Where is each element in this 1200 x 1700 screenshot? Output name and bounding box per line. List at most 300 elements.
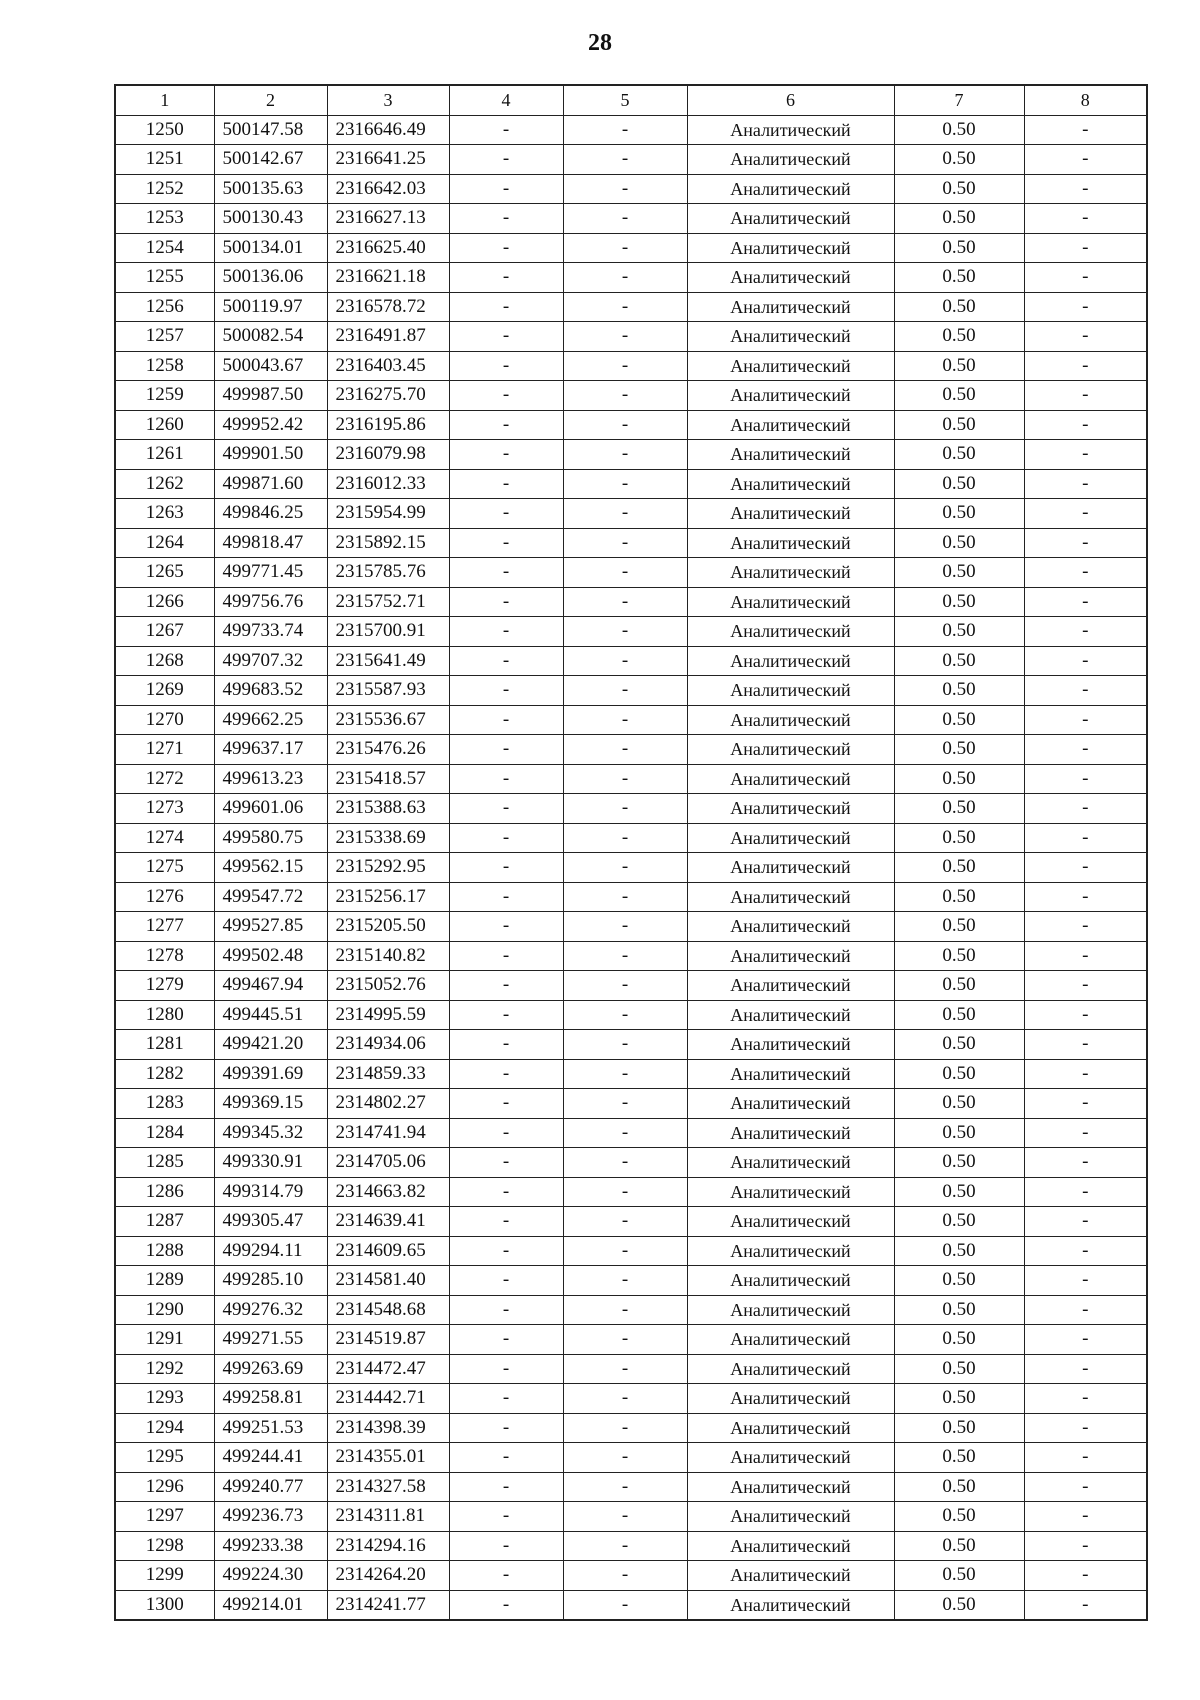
cell-coord-x: 500136.06	[214, 263, 327, 293]
cell-point-number: 1278	[115, 941, 214, 971]
cell-col-5: -	[563, 646, 687, 676]
cell-col-4: -	[449, 1531, 563, 1561]
cell-coord-y: 2314934.06	[327, 1030, 449, 1060]
table-row	[115, 145, 1147, 175]
cell-coord-y: 2316012.33	[327, 469, 449, 499]
cell-col-8: -	[1024, 351, 1147, 381]
table-row	[115, 528, 1147, 558]
cell-point-number: 1250	[115, 115, 214, 145]
cell-coord-y: 2316627.13	[327, 204, 449, 234]
cell-coord-y: 2314241.77	[327, 1590, 449, 1620]
cell-point-number: 1261	[115, 440, 214, 470]
cell-coord-x: 499251.53	[214, 1413, 327, 1443]
cell-precision: 0.50	[894, 1531, 1024, 1561]
cell-point-number: 1299	[115, 1561, 214, 1591]
cell-method: Аналитический	[687, 853, 894, 883]
cell-point-number: 1255	[115, 263, 214, 293]
cell-point-number: 1292	[115, 1354, 214, 1384]
cell-col-4: -	[449, 705, 563, 735]
table-row	[115, 1207, 1147, 1237]
cell-precision: 0.50	[894, 1148, 1024, 1178]
cell-method: Аналитический	[687, 1030, 894, 1060]
cell-col-4: -	[449, 823, 563, 853]
cell-col-4: -	[449, 499, 563, 529]
cell-precision: 0.50	[894, 676, 1024, 706]
cell-precision: 0.50	[894, 322, 1024, 352]
cell-point-number: 1283	[115, 1089, 214, 1119]
cell-precision: 0.50	[894, 440, 1024, 470]
cell-col-4: -	[449, 853, 563, 883]
cell-col-5: -	[563, 823, 687, 853]
table-row	[115, 1531, 1147, 1561]
cell-col-8: -	[1024, 1030, 1147, 1060]
cell-col-8: -	[1024, 410, 1147, 440]
cell-method: Аналитический	[687, 971, 894, 1001]
cell-coord-x: 499294.11	[214, 1236, 327, 1266]
cell-coord-x: 499224.30	[214, 1561, 327, 1591]
cell-coord-x: 499345.32	[214, 1118, 327, 1148]
cell-precision: 0.50	[894, 1030, 1024, 1060]
cell-col-8: -	[1024, 499, 1147, 529]
cell-col-5: -	[563, 1561, 687, 1591]
cell-col-5: -	[563, 1236, 687, 1266]
cell-col-5: -	[563, 410, 687, 440]
cell-precision: 0.50	[894, 1266, 1024, 1296]
cell-col-8: -	[1024, 1236, 1147, 1266]
cell-point-number: 1254	[115, 233, 214, 263]
cell-method: Аналитический	[687, 912, 894, 942]
cell-coord-y: 2314327.58	[327, 1472, 449, 1502]
cell-coord-x: 499244.41	[214, 1443, 327, 1473]
cell-coord-x: 499305.47	[214, 1207, 327, 1237]
cell-col-8: -	[1024, 1207, 1147, 1237]
cell-coord-x: 499580.75	[214, 823, 327, 853]
table-row	[115, 1443, 1147, 1473]
cell-col-4: -	[449, 440, 563, 470]
cell-method: Аналитический	[687, 676, 894, 706]
cell-col-4: -	[449, 1236, 563, 1266]
cell-col-5: -	[563, 1000, 687, 1030]
cell-coord-y: 2314355.01	[327, 1443, 449, 1473]
table-row	[115, 912, 1147, 942]
cell-point-number: 1264	[115, 528, 214, 558]
cell-coord-y: 2316195.86	[327, 410, 449, 440]
cell-col-5: -	[563, 381, 687, 411]
cell-method: Аналитический	[687, 764, 894, 794]
cell-method: Аналитический	[687, 882, 894, 912]
cell-col-8: -	[1024, 115, 1147, 145]
cell-col-8: -	[1024, 204, 1147, 234]
table-row	[115, 1413, 1147, 1443]
table-row	[115, 233, 1147, 263]
cell-point-number: 1275	[115, 853, 214, 883]
table-row	[115, 735, 1147, 765]
cell-coord-y: 2315700.91	[327, 617, 449, 647]
table-row	[115, 558, 1147, 588]
cell-col-5: -	[563, 1295, 687, 1325]
cell-method: Аналитический	[687, 1266, 894, 1296]
cell-col-4: -	[449, 558, 563, 588]
cell-method: Аналитический	[687, 528, 894, 558]
cell-precision: 0.50	[894, 292, 1024, 322]
cell-col-5: -	[563, 941, 687, 971]
cell-col-5: -	[563, 1148, 687, 1178]
cell-coord-x: 500082.54	[214, 322, 327, 352]
cell-col-5: -	[563, 1502, 687, 1532]
cell-col-8: -	[1024, 912, 1147, 942]
column-header-8: 8	[1024, 85, 1147, 115]
cell-col-4: -	[449, 381, 563, 411]
cell-method: Аналитический	[687, 440, 894, 470]
table-header-row	[115, 85, 1147, 115]
cell-col-5: -	[563, 528, 687, 558]
cell-point-number: 1268	[115, 646, 214, 676]
cell-col-8: -	[1024, 1000, 1147, 1030]
cell-col-8: -	[1024, 1089, 1147, 1119]
cell-precision: 0.50	[894, 1059, 1024, 1089]
cell-precision: 0.50	[894, 1472, 1024, 1502]
cell-coord-y: 2316275.70	[327, 381, 449, 411]
cell-coord-x: 499236.73	[214, 1502, 327, 1532]
cell-col-5: -	[563, 912, 687, 942]
table-row	[115, 853, 1147, 883]
cell-col-8: -	[1024, 1148, 1147, 1178]
cell-coord-x: 499601.06	[214, 794, 327, 824]
cell-col-5: -	[563, 882, 687, 912]
cell-method: Аналитический	[687, 1325, 894, 1355]
table-row	[115, 1590, 1147, 1620]
cell-precision: 0.50	[894, 174, 1024, 204]
cell-col-8: -	[1024, 1118, 1147, 1148]
cell-col-5: -	[563, 971, 687, 1001]
cell-method: Аналитический	[687, 1207, 894, 1237]
cell-method: Аналитический	[687, 263, 894, 293]
cell-col-4: -	[449, 1295, 563, 1325]
cell-precision: 0.50	[894, 1384, 1024, 1414]
cell-col-8: -	[1024, 1502, 1147, 1532]
cell-col-8: -	[1024, 1472, 1147, 1502]
cell-precision: 0.50	[894, 558, 1024, 588]
cell-coord-y: 2316403.45	[327, 351, 449, 381]
cell-col-8: -	[1024, 1325, 1147, 1355]
cell-coord-y: 2314264.20	[327, 1561, 449, 1591]
cell-coord-y: 2314859.33	[327, 1059, 449, 1089]
cell-coord-y: 2314802.27	[327, 1089, 449, 1119]
table-row	[115, 499, 1147, 529]
cell-col-8: -	[1024, 764, 1147, 794]
cell-col-8: -	[1024, 853, 1147, 883]
cell-col-5: -	[563, 1384, 687, 1414]
cell-point-number: 1286	[115, 1177, 214, 1207]
cell-col-4: -	[449, 971, 563, 1001]
cell-method: Аналитический	[687, 646, 894, 676]
cell-col-4: -	[449, 676, 563, 706]
cell-col-4: -	[449, 528, 563, 558]
cell-coord-y: 2315752.71	[327, 587, 449, 617]
table-row	[115, 941, 1147, 971]
cell-precision: 0.50	[894, 351, 1024, 381]
cell-point-number: 1290	[115, 1295, 214, 1325]
cell-point-number: 1300	[115, 1590, 214, 1620]
table-row	[115, 469, 1147, 499]
table-row	[115, 351, 1147, 381]
cell-coord-x: 499662.25	[214, 705, 327, 735]
cell-method: Аналитический	[687, 794, 894, 824]
cell-precision: 0.50	[894, 646, 1024, 676]
cell-coord-y: 2315388.63	[327, 794, 449, 824]
cell-point-number: 1253	[115, 204, 214, 234]
cell-point-number: 1267	[115, 617, 214, 647]
table-row	[115, 646, 1147, 676]
cell-col-5: -	[563, 1030, 687, 1060]
cell-col-4: -	[449, 351, 563, 381]
cell-coord-x: 499547.72	[214, 882, 327, 912]
cell-precision: 0.50	[894, 204, 1024, 234]
cell-point-number: 1260	[115, 410, 214, 440]
cell-precision: 0.50	[894, 1325, 1024, 1355]
cell-col-5: -	[563, 1472, 687, 1502]
cell-col-4: -	[449, 1561, 563, 1591]
table-row	[115, 322, 1147, 352]
cell-col-8: -	[1024, 1266, 1147, 1296]
cell-col-5: -	[563, 1266, 687, 1296]
cell-coord-y: 2315205.50	[327, 912, 449, 942]
cell-col-5: -	[563, 1325, 687, 1355]
table-row	[115, 882, 1147, 912]
cell-precision: 0.50	[894, 469, 1024, 499]
cell-coord-x: 499771.45	[214, 558, 327, 588]
cell-col-8: -	[1024, 1413, 1147, 1443]
cell-precision: 0.50	[894, 853, 1024, 883]
cell-coord-y: 2316642.03	[327, 174, 449, 204]
cell-col-8: -	[1024, 646, 1147, 676]
cell-method: Аналитический	[687, 322, 894, 352]
cell-col-8: -	[1024, 676, 1147, 706]
cell-method: Аналитический	[687, 1000, 894, 1030]
cell-col-8: -	[1024, 735, 1147, 765]
cell-point-number: 1263	[115, 499, 214, 529]
cell-point-number: 1297	[115, 1502, 214, 1532]
cell-point-number: 1293	[115, 1384, 214, 1414]
cell-point-number: 1289	[115, 1266, 214, 1296]
cell-col-4: -	[449, 1325, 563, 1355]
cell-col-4: -	[449, 322, 563, 352]
cell-precision: 0.50	[894, 410, 1024, 440]
cell-method: Аналитический	[687, 204, 894, 234]
cell-point-number: 1269	[115, 676, 214, 706]
table-row	[115, 440, 1147, 470]
cell-method: Аналитический	[687, 941, 894, 971]
column-header-4: 4	[449, 85, 563, 115]
cell-col-8: -	[1024, 440, 1147, 470]
cell-col-8: -	[1024, 1443, 1147, 1473]
cell-precision: 0.50	[894, 735, 1024, 765]
cell-col-4: -	[449, 145, 563, 175]
cell-col-8: -	[1024, 322, 1147, 352]
table-row	[115, 204, 1147, 234]
table-row	[115, 263, 1147, 293]
table-row	[115, 1384, 1147, 1414]
cell-method: Аналитический	[687, 233, 894, 263]
table-row	[115, 1502, 1147, 1532]
column-header-7: 7	[894, 85, 1024, 115]
cell-point-number: 1256	[115, 292, 214, 322]
table-row	[115, 971, 1147, 1001]
table-row	[115, 676, 1147, 706]
cell-col-8: -	[1024, 1590, 1147, 1620]
cell-method: Аналитический	[687, 469, 894, 499]
cell-coord-y: 2314294.16	[327, 1531, 449, 1561]
cell-coord-y: 2314609.65	[327, 1236, 449, 1266]
cell-point-number: 1298	[115, 1531, 214, 1561]
cell-method: Аналитический	[687, 1472, 894, 1502]
cell-col-5: -	[563, 1059, 687, 1089]
cell-method: Аналитический	[687, 1295, 894, 1325]
cell-coord-y: 2316079.98	[327, 440, 449, 470]
cell-col-4: -	[449, 1472, 563, 1502]
cell-precision: 0.50	[894, 233, 1024, 263]
cell-col-5: -	[563, 1354, 687, 1384]
cell-col-8: -	[1024, 1059, 1147, 1089]
cell-col-8: -	[1024, 882, 1147, 912]
cell-precision: 0.50	[894, 617, 1024, 647]
table-row	[115, 1236, 1147, 1266]
cell-point-number: 1270	[115, 705, 214, 735]
table-row	[115, 1059, 1147, 1089]
cell-method: Аналитический	[687, 558, 894, 588]
cell-col-5: -	[563, 617, 687, 647]
cell-col-4: -	[449, 1207, 563, 1237]
cell-coord-x: 499756.76	[214, 587, 327, 617]
cell-precision: 0.50	[894, 1413, 1024, 1443]
cell-col-4: -	[449, 1118, 563, 1148]
cell-col-4: -	[449, 292, 563, 322]
cell-method: Аналитический	[687, 1059, 894, 1089]
cell-precision: 0.50	[894, 1236, 1024, 1266]
cell-col-5: -	[563, 1413, 687, 1443]
cell-col-4: -	[449, 115, 563, 145]
coordinates-table	[114, 84, 1148, 1621]
cell-col-8: -	[1024, 1384, 1147, 1414]
cell-col-5: -	[563, 292, 687, 322]
cell-coord-x: 499233.38	[214, 1531, 327, 1561]
table-row	[115, 1561, 1147, 1591]
cell-coord-y: 2314663.82	[327, 1177, 449, 1207]
cell-col-8: -	[1024, 1295, 1147, 1325]
cell-point-number: 1262	[115, 469, 214, 499]
table-row	[115, 587, 1147, 617]
cell-coord-x: 499637.17	[214, 735, 327, 765]
cell-coord-x: 499263.69	[214, 1354, 327, 1384]
table-row	[115, 292, 1147, 322]
cell-col-5: -	[563, 1207, 687, 1237]
cell-coord-x: 499987.50	[214, 381, 327, 411]
cell-col-4: -	[449, 204, 563, 234]
cell-coord-y: 2315785.76	[327, 558, 449, 588]
cell-method: Аналитический	[687, 351, 894, 381]
table-row	[115, 115, 1147, 145]
cell-col-8: -	[1024, 1354, 1147, 1384]
cell-col-4: -	[449, 882, 563, 912]
cell-coord-y: 2314581.40	[327, 1266, 449, 1296]
cell-coord-x: 499683.52	[214, 676, 327, 706]
cell-coord-y: 2316646.49	[327, 115, 449, 145]
cell-method: Аналитический	[687, 499, 894, 529]
cell-point-number: 1276	[115, 882, 214, 912]
cell-coord-x: 500147.58	[214, 115, 327, 145]
cell-coord-x: 499707.32	[214, 646, 327, 676]
cell-precision: 0.50	[894, 381, 1024, 411]
cell-method: Аналитический	[687, 1502, 894, 1532]
cell-col-5: -	[563, 705, 687, 735]
cell-coord-x: 500130.43	[214, 204, 327, 234]
cell-coord-y: 2315954.99	[327, 499, 449, 529]
cell-col-4: -	[449, 263, 563, 293]
cell-coord-y: 2315476.26	[327, 735, 449, 765]
cell-coord-y: 2316641.25	[327, 145, 449, 175]
cell-point-number: 1296	[115, 1472, 214, 1502]
cell-point-number: 1251	[115, 145, 214, 175]
cell-col-5: -	[563, 233, 687, 263]
cell-coord-x: 499285.10	[214, 1266, 327, 1296]
cell-col-4: -	[449, 469, 563, 499]
cell-method: Аналитический	[687, 735, 894, 765]
column-header-1: 1	[115, 85, 214, 115]
cell-coord-y: 2314442.71	[327, 1384, 449, 1414]
cell-col-8: -	[1024, 558, 1147, 588]
cell-coord-y: 2315052.76	[327, 971, 449, 1001]
cell-coord-x: 499613.23	[214, 764, 327, 794]
cell-col-4: -	[449, 1590, 563, 1620]
cell-col-4: -	[449, 233, 563, 263]
cell-coord-x: 499818.47	[214, 528, 327, 558]
cell-col-5: -	[563, 676, 687, 706]
cell-coord-y: 2314519.87	[327, 1325, 449, 1355]
cell-col-4: -	[449, 764, 563, 794]
cell-col-4: -	[449, 941, 563, 971]
table-row	[115, 617, 1147, 647]
cell-method: Аналитический	[687, 1413, 894, 1443]
cell-col-4: -	[449, 1354, 563, 1384]
cell-col-5: -	[563, 263, 687, 293]
table-row	[115, 381, 1147, 411]
cell-method: Аналитический	[687, 1531, 894, 1561]
cell-coord-x: 499391.69	[214, 1059, 327, 1089]
cell-coord-y: 2316625.40	[327, 233, 449, 263]
cell-coord-x: 499214.01	[214, 1590, 327, 1620]
cell-col-8: -	[1024, 794, 1147, 824]
cell-col-5: -	[563, 558, 687, 588]
cell-coord-x: 499952.42	[214, 410, 327, 440]
cell-point-number: 1271	[115, 735, 214, 765]
cell-coord-y: 2315587.93	[327, 676, 449, 706]
cell-coord-x: 499846.25	[214, 499, 327, 529]
cell-point-number: 1279	[115, 971, 214, 1001]
cell-coord-y: 2315418.57	[327, 764, 449, 794]
cell-col-5: -	[563, 764, 687, 794]
cell-coord-x: 499240.77	[214, 1472, 327, 1502]
cell-coord-y: 2315140.82	[327, 941, 449, 971]
table-row	[115, 1000, 1147, 1030]
cell-col-5: -	[563, 794, 687, 824]
table-row	[115, 764, 1147, 794]
cell-coord-x: 499502.48	[214, 941, 327, 971]
cell-point-number: 1277	[115, 912, 214, 942]
column-header-5: 5	[563, 85, 687, 115]
cell-col-5: -	[563, 145, 687, 175]
cell-col-4: -	[449, 1413, 563, 1443]
cell-method: Аналитический	[687, 617, 894, 647]
